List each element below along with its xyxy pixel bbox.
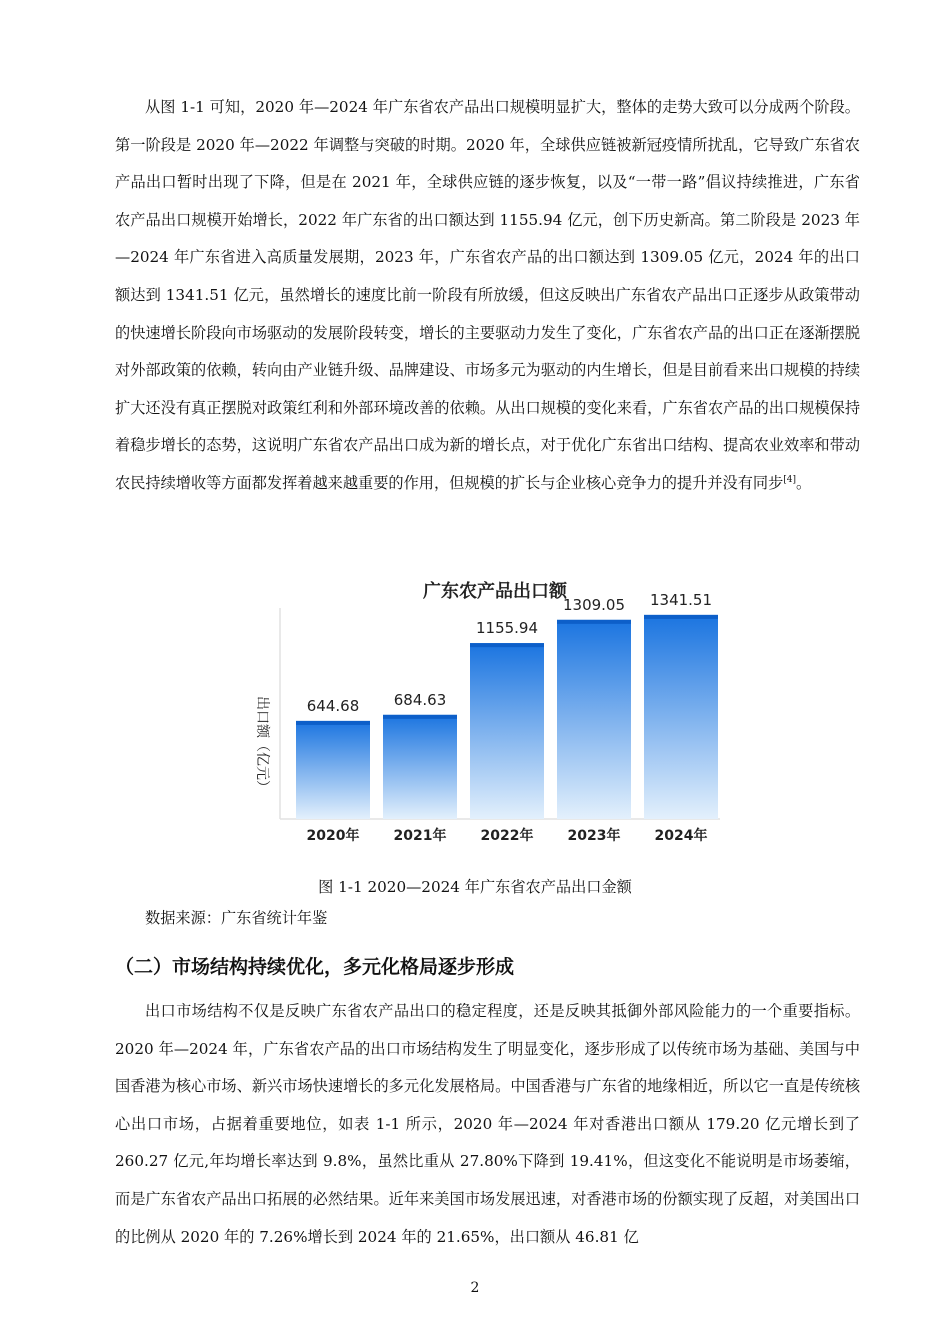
x-tick-label-2022年: 2022年 [480,828,534,844]
chart-y-axis-label: 出口额（亿元） [254,696,270,794]
bar-top-2022年 [470,643,544,647]
page-number: 2 [470,1280,480,1296]
data-label-2020年: 644.68 [306,696,360,715]
x-tick-label-2021年: 2021年 [393,828,447,844]
figure-1-1 [208,563,728,863]
paragraph-1-text: 从图 1-1 可知，2020 年—2024 年广东省农产品出口规模明显扩大，整体的走势大致可以分成两个阶段。第一阶段是 2020 年—2022 年调整与突破的时期。2020 年，全球供应链被新冠疫情所扰乱，它导致广东省农产品出口暂时出现了下降，但是在 2021 年，全球供应链的逐步恢复，以及“一带一路”倡议持续推进，广东省农产品出口规模开始增长，2022 年广东省的出口额达到 1155.94 亿元，创下历史新高。第二阶段是 2023 年—2024 年广东省进入高质量发展期，2023 年，广东省农产品的出口额达到 1309.05 亿元，2024 年的出口额达到 1341.51 亿元，虽然增长的速度比前一阶段有所放缓，但这反映出广东省农产品出口正逐步从政策带动的快速增长阶段向市场驱动的发展阶段转变，增长的主要驱动力发生了变化，广东省农产品的出口正在逐渐摆脱对外部政策的依赖，转向由产业链升级、品牌建设、市场多元为驱动的内生增长，但是目前看来出口规模的持续扩大还没有真正摆脱对政策红利和外部环境改善的依赖。从出口规模的变化来看，广东省农产品的出口规模保持着稳步增长的态势，这说明广东省农产品出口成为新的增长点，对于优化广东省出口结构、提高农业效率和带动农民持续增收等方面都发挥着越来越重要的作用，但规模的扩长与企业核心竞争力的提升并没有同步 [115,98,860,492]
data-source: 数据来源：广东省统计年鉴 [145,909,328,927]
body-paragraph-2: 出口市场结构不仅是反映广东省农产品出口的稳定程度，还是反映其抵御外部风险能力的一个重要指标。2020 年—2024 年，广东省农产品的出口市场结构发生了明显变化，逐步形成了以传统市场为基础、美国与中国香港为核心市场、新兴市场快速增长的多元化发展格局。中国香港与广东省的地缘相近，所以它一直是传统核心出口市场，占据着重要地位，如表 1-1 所示，2020 年—2024 年对香港出口额从 179.20 亿元增长到了 260.27 亿元,年均增长率达到 9.8%，虽然比重从 27.80%下降到 19.41%，但这变化不能说明是市场萎缩，而是广东省农产品出口拓展的必然结果。近年来美国市场发展迅速，对香港市场的份额实现了反超，对美国出口的比例从 2020 年的 7.26%增长到 2024 年的 21.65%，出口额从 46.81 亿 [115,1002,860,1246]
x-tick-label-2020年: 2020年 [306,828,360,844]
citation-4[interactable]: [4] [783,474,796,485]
chart-title: 广东农产品出口额 [423,581,567,602]
bar-2020年 [296,721,370,819]
data-label-2021年: 684.63 [393,690,447,709]
figure-caption: 图 1-1 2020—2024 年广东省农产品出口金额 [318,878,632,896]
bar-2024年 [644,615,718,819]
bar-2023年 [557,620,631,819]
section-heading: （二）市场结构持续优化，多元化格局逐步形成 [115,956,515,978]
data-label-2023年: 1309.05 [562,595,626,614]
x-tick-label-2023年: 2023年 [567,828,621,844]
bar-top-2024年 [644,615,718,619]
paragraph-1-end: 。 [796,473,812,492]
data-label-2024年: 1341.51 [649,590,713,609]
data-label-2022年: 1155.94 [475,619,539,638]
bar-2021年 [383,715,457,819]
bar-top-2020年 [296,721,370,725]
bar-2022年 [470,643,544,819]
x-tick-label-2024年: 2024年 [654,828,708,844]
bar-top-2023年 [557,620,631,624]
export-bar-chart [208,563,728,863]
bar-top-2021年 [383,715,457,719]
body-paragraph-1 [115,89,860,503]
